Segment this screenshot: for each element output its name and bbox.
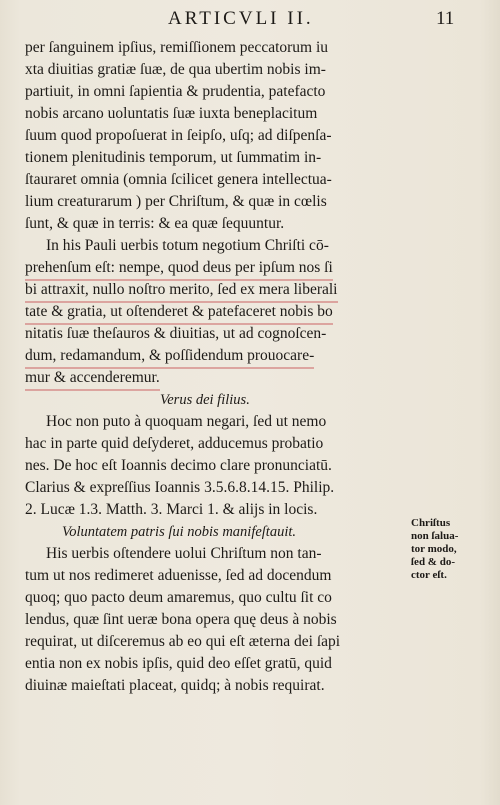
text-line: ſtauraret omnia (omnia ſcilicet genera intellectua- — [25, 171, 332, 188]
text-line: entia non ex nobis ipſis, quid deo eſſet gratū, quid — [25, 655, 332, 672]
margin-note-line: ctor eſt. — [411, 569, 447, 581]
text-line: 2. Lucæ 1.3. Matth. 3. Marci 1. & alijs in locis. — [25, 501, 318, 518]
text-line: nobis arcano uoluntatis ſuæ iuxta beneplacitum — [25, 105, 318, 122]
text-line: lendus, quæ ſint ueræ bona opera quę deus à nobis — [25, 611, 337, 628]
text-line: ſuum quod propoſuerat in ſeipſo, uſq; ad diſpenſa- — [25, 127, 332, 144]
text-line: lium creaturarum ) per Chriſtum, & quæ in cœlis — [25, 193, 327, 210]
text-line: His uerbis oſtendere uolui Chriſtum non tan- — [46, 545, 322, 562]
text-line-highlighted: prehenſum eſt: nempe, quod deus per ipſum nos ſi — [25, 257, 333, 281]
margin-note-line: Chriſtus — [411, 517, 451, 529]
text-line-highlighted: mur & accenderemur. — [25, 367, 160, 391]
section-heading: Voluntatem patris ſui nobis manifeſtauit. — [62, 524, 297, 540]
text-line-highlighted: tate & gratia, ut oſtenderet & patefaceret nobis bo — [25, 301, 333, 325]
page-number: 11 — [436, 8, 455, 29]
text-line: tum ut nos redimeret aduenisse, ſed ad docendum — [25, 567, 332, 584]
text-line: quoq; quo pacto deum amaremus, quo cultu ſit co — [25, 589, 332, 606]
text-line: Clarius & expreſſius Ioannis 3.5.6.8.14.15. Philip. — [25, 479, 335, 496]
margin-note — [411, 517, 491, 582]
margin-note-line: non ſalua- — [411, 530, 459, 542]
text-line: nes. De hoc eſt Ioannis decimo clare pronunciatū. — [25, 457, 332, 474]
section-heading: Verus dei filius. — [160, 392, 250, 408]
text-line-highlighted: dum, redamandum, & poſſidendum prouocare- — [25, 345, 314, 369]
text-line: requirat, ut diſceremus ab eo qui eſt æterna dei ſapi — [25, 633, 341, 650]
text-line: In his Pauli uerbis totum negotium Chriſti cō- — [46, 237, 329, 254]
margin-note-line: tor modo, — [411, 543, 457, 555]
text-line: xta diuitias gratiæ ſuæ, de qua ubertim nobis im- — [25, 61, 326, 78]
text-line: Hoc non puto à quoquam negari, ſed ut nemo — [46, 413, 327, 430]
text-line: diuinæ maieſtati placeat, quidq; à nobis requirat. — [25, 677, 325, 694]
text-line-highlighted: bi attraxit, nullo noſtro merito, ſed ex mera liberali — [25, 279, 338, 303]
margin-note-line: ſed & do- — [411, 556, 455, 568]
text-line: partiuit, in omni ſapientia & prudentia, patefacto — [25, 83, 326, 100]
text-line: nitatis ſuæ theſauros & diuitias, ut ad cognoſcen- — [25, 325, 327, 342]
text-line: tionem plenitudinis temporum, ut ſummatim in- — [25, 149, 322, 166]
text-line: per ſanguinem ipſius, remiſſionem peccatorum iu — [25, 39, 329, 56]
text-line: ſunt, & quæ in terris: & ea quæ ſequuntur. — [25, 215, 285, 232]
page-header — [0, 0, 500, 34]
running-head: ARTICVLI II. — [168, 8, 314, 29]
text-line: hac in parte quid deſyderet, adducemus probatio — [25, 435, 324, 452]
